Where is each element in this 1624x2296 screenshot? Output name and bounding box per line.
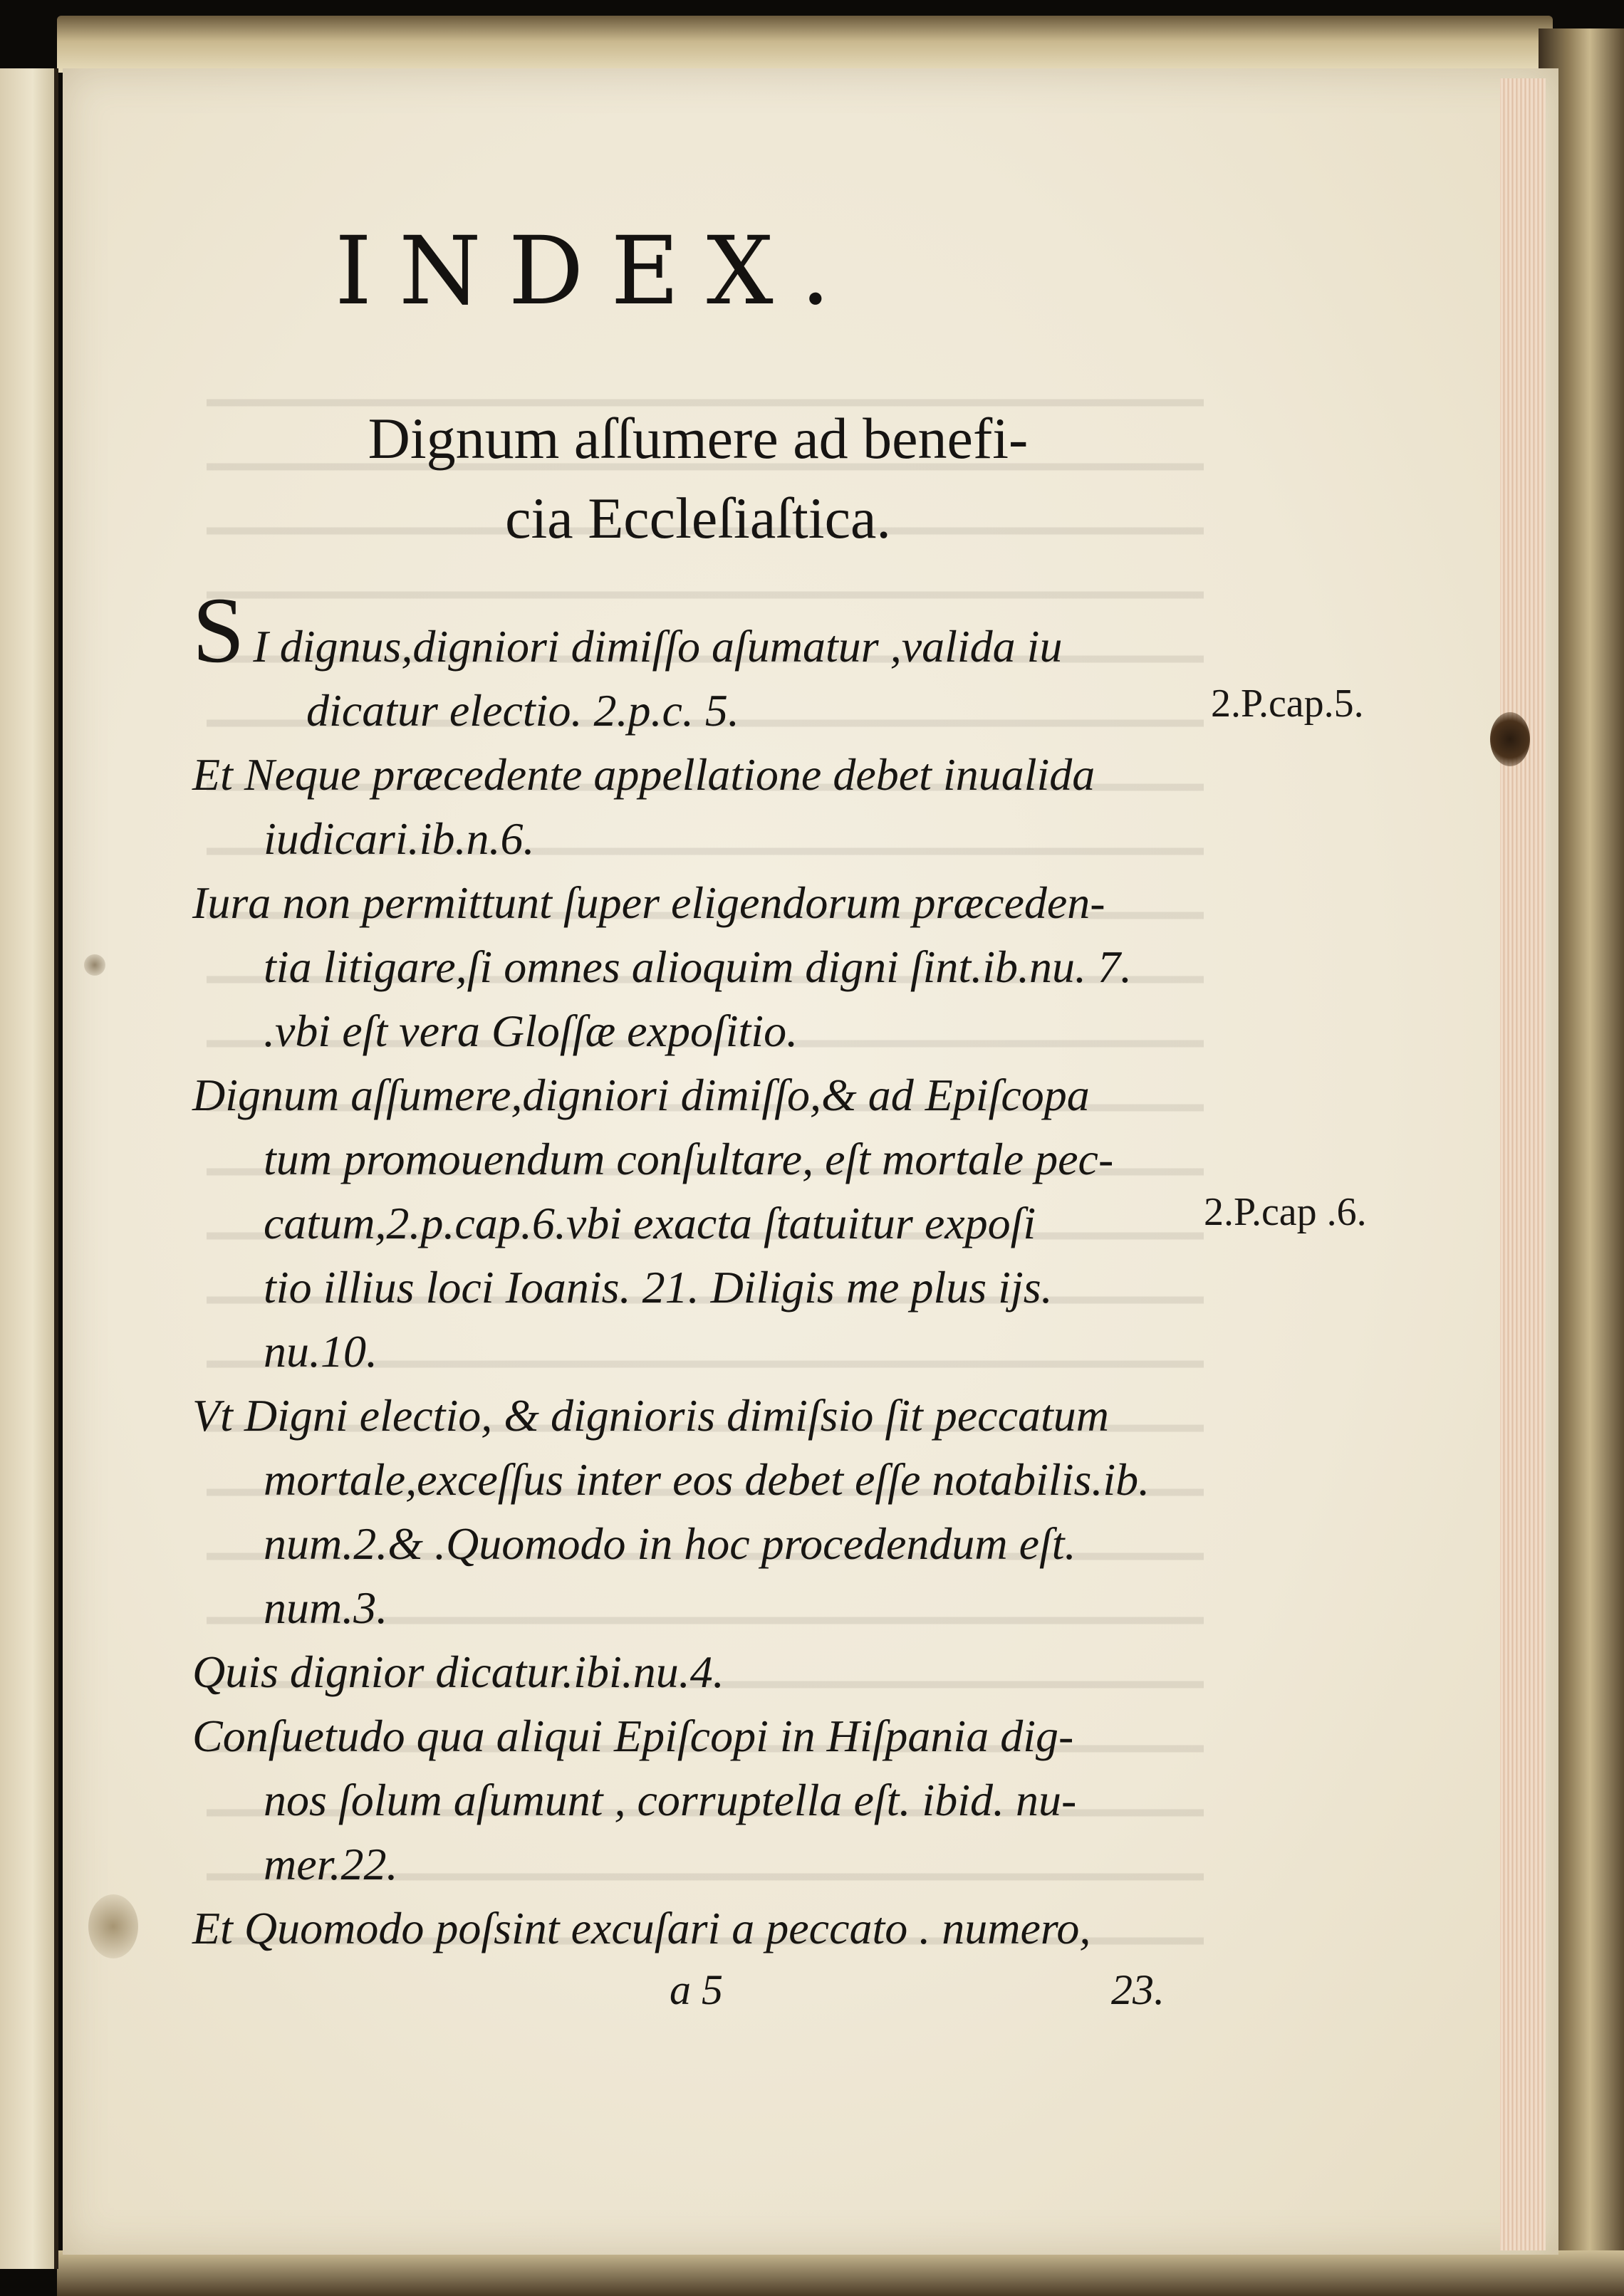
entry-line: iudicari.ib.n.6. <box>264 813 535 864</box>
entry-line: mer.22. <box>264 1839 398 1889</box>
entry-line: num.2.& .Quomodo in hoc procedendum eſt. <box>264 1518 1076 1569</box>
facing-page-edge <box>0 68 58 2269</box>
index-entry <box>192 743 1197 871</box>
entry-line: tum promouendum conſultare, eſt mortale pec- <box>264 1134 1114 1184</box>
entry-line: .vbi eſt vera Gloſſæ expoſitio. <box>264 1006 798 1056</box>
entry-line: dicatur electio. 2.p.c. 5. <box>306 685 739 736</box>
ink-stain <box>1490 712 1530 766</box>
heading-line: Dignum aſſumere ad benefi- <box>368 406 1029 471</box>
heading-line: cia Eccleſiaſtica. <box>505 486 891 550</box>
index-entry <box>192 1063 1197 1384</box>
entry-line: tio illius loci Ioanis. 21. Diligis me plus ijs. <box>264 1262 1053 1313</box>
foxing-spot <box>88 1894 138 1958</box>
catchword: 23. <box>1111 1966 1165 2013</box>
entry-line: nos ſolum aſumunt , corruptella eſt. ibid. nu- <box>264 1775 1077 1825</box>
entry-line: Quis dignior dicatur.ibi.nu.4. <box>192 1647 724 1697</box>
entry-line: Conſuetudo qua aliqui Epiſcopi in Hiſpania dig- <box>192 1711 1074 1761</box>
index-entry <box>192 1640 1197 1704</box>
entry-line: tia litigare,ſi omnes alioquim digni ſint.ib.nu. 7. <box>264 941 1132 992</box>
page-fore-edge <box>1500 78 1546 2250</box>
entry-line: catum,2.p.cap.6.vbi exacta ſtatuitur expoſi <box>264 1198 1036 1248</box>
entry-line <box>192 578 1197 682</box>
entry-line: mortale,exceſſus inter eos debet eſſe notabilis.ib. <box>264 1454 1150 1505</box>
index-entry <box>192 871 1197 1063</box>
entry-line: Iura non permittunt ſuper eligendorum præceden- <box>192 877 1105 928</box>
entry-text: I dignus,digniori dimiſſo aſumatur ,valida iu <box>253 621 1063 672</box>
index-entry <box>192 1896 1197 1961</box>
foxing-spot-small <box>84 954 105 976</box>
drop-cap: S <box>192 578 245 682</box>
index-entry <box>192 1384 1197 1640</box>
section-heading <box>299 399 1097 558</box>
index-entries <box>192 578 1197 1961</box>
entry-line: Et Neque præcedente appellatione debet inualida <box>192 749 1095 800</box>
index-entry <box>192 1704 1197 1896</box>
margin-note: 2.P.cap .6. <box>1204 1190 1367 1234</box>
entry-line: Et Quomodo poſsint excuſari a peccato . numero, <box>192 1903 1091 1953</box>
margin-note: 2.P.cap.5. <box>1211 682 1364 726</box>
binding-bottom <box>57 2250 1624 2296</box>
index-entry <box>192 578 1197 743</box>
entry-line: nu.10. <box>264 1326 378 1377</box>
entry-line: Dignum aſſumere,digniori dimiſſo,& ad Epiſcopa <box>192 1070 1090 1120</box>
signature-mark: a 5 <box>670 1966 723 2013</box>
entry-line: num.3. <box>264 1582 388 1633</box>
entry-line: Vt Digni electio, & dignioris dimiſsio ſit peccatum <box>192 1390 1109 1441</box>
binding-top <box>57 16 1553 73</box>
page-title: INDEX. <box>335 216 858 326</box>
